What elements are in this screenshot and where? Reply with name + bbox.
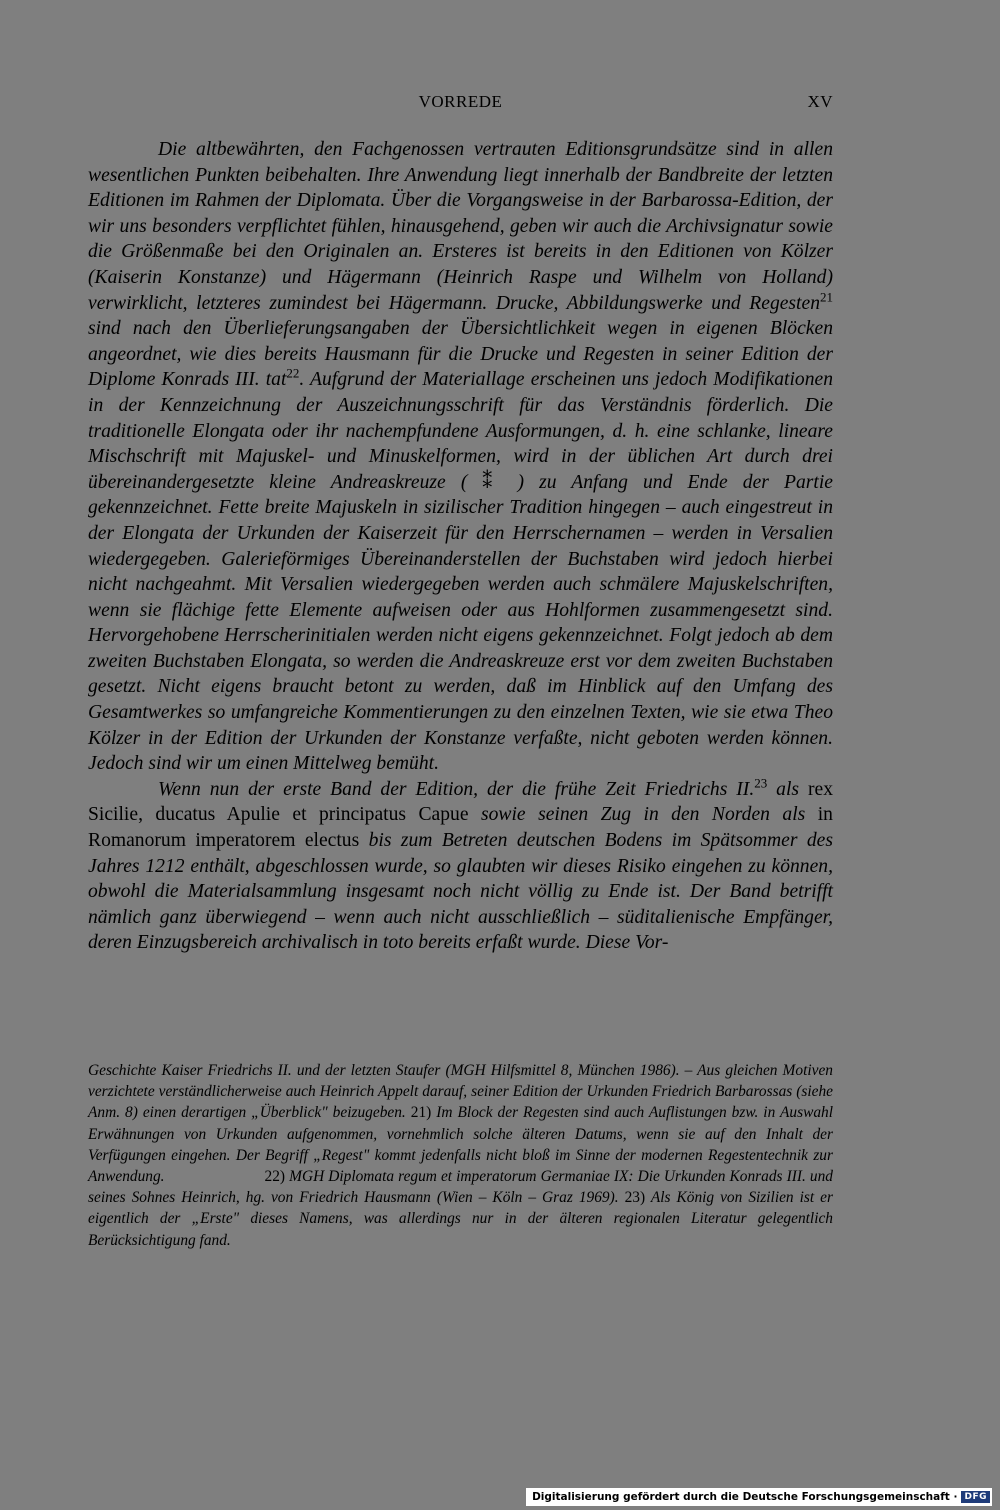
footnote-ref-22[interactable]: 22 (286, 365, 300, 381)
paragraph-text: als (767, 778, 808, 800)
footnote-ref-23[interactable]: 23 (754, 775, 768, 791)
paragraph-text: Die altbewährten, den Fachgenossen vertrauten Editionsgrundsätze sind in allen wesentlichen Punkten beibehalten. Ihre Anwendung liegt innerhalb der Bandbreite der letzten Editionen im Rahmen der Diplomata. Über die Vorgangsweise in der Barbarossa-Edition, der wir uns besonders verpflichtet fühlen, hinausgehend, geben wir auch die Archivsignatur sowie die Größenmaße bei den Originalen an. Ersteres ist bereits in den Editionen von Kölzer (Kaiserin Konstanze) und Hägermann (Heinrich Raspe und Wilhelm von Holland) verwirklicht, letzteres zumindest bei Hägermann. Drucke, Abbildungswerke und Regesten (88, 139, 833, 314)
footnote-text-23: Als König von Sizilien ist er eigentlich der „Erste" dieses Namens, was allerdings nur in der älteren regionalen Literatur gelegentlich Berücksichtigung fand. (88, 1189, 833, 1249)
paragraph-text: bis zum Betreten deutschen Bodens im Spätsommer des Jahres 1212 enthält, abgeschlossen wurde, so glaubten wir dieses Risiko eingehen zu können, obwohl die Materialsammlung insgesamt noch nicht völlig zu Ende ist. Der Band betrifft nämlich ganz überwiegend – wenn auch nicht ausschließlich – süditalienische Empfänger, deren Einzugsbereich archivalisch in toto bereits erfaßt wurde. Diese Vor- (88, 830, 833, 954)
running-head-title: VORREDE (418, 92, 503, 111)
paragraph-text: sowie seinen Zug in den Norden als (468, 804, 818, 826)
footnote-block (88, 1060, 833, 1251)
paragraph-editorial-principles (88, 137, 833, 777)
paragraph-text: . Aufgrund der Materiallage erscheinen uns jedoch Modifikationen in der Kennzeichnung der Auszeichnungsschrift für das Verständnis förderlich. Die traditionelle Elongata oder ihr nachempfundene Ausformungen, d. h. eine schlanke, lineare Mischschrift mit Majuskel- und Minuskelformen, wird in der üblichen Art durch drei übereinandergesetzte kleine Andreaskreuze ( ⁑ ) zu Anfang und Ende der Partie gekennzeichnet. Fette breite Majuskeln in sizilischer Tradition hingegen – auch eingestreut in der Elongata der Urkunden der Kaiserzeit für den Herrschernamen – werden in Versalien wiedergegeben. Galerieförmiges Übereinanderstellen der Buchstaben wird jedoch hierbei nicht nachgeahmt. Mit Versalien wiedergegeben werden auch schmälere Majuskelschriften, wenn sie flächige fette Elemente aufweisen oder aus Hohlformen zusammengesetzt sind. Hervorgehobene Herrscherinitialen werden nicht eigens gekennzeichnet. Folgt jedoch ab dem zweiten Buchstaben Elongata, so werden die Andreaskreuze erst vor dem zweiten Buchstaben gesetzt. Nicht eigens braucht betont zu werden, daß im Hinblick auf den Umfang des Gesamtwerkes so umfangreiche Kommentierungen zu den einzelnen Texten, wie sie etwa Theo Kölzer in der Edition der Urkunden der Konstanze verfaßte, nicht geboten werden können. Jedoch sind wir um einen Mittelweg bemüht. (88, 369, 833, 775)
footnote-number-21: 21) (410, 1104, 432, 1122)
paragraph-text: Wenn nun der erste Band der Edition, der die frühe Zeit Friedrichs II. (158, 778, 755, 800)
latin-quote: in Romanorum imperatorem electus (88, 804, 833, 852)
digitization-credit (526, 1488, 992, 1506)
footnote-text-21: Im Block der Regesten sind auch Auflistungen bzw. in Auswahl Erwähnungen von Urkunden aufgenommen, vornehmlich solche älteren Datums, wenn sie auf den Inhalt der Verfügungen eingehen. Der Begriff „Regest" kommt jedenfalls nicht bloß im Sinne der modernen Regestentechnik zur Anwendung. (88, 1104, 833, 1186)
dfg-logo-icon: DFG (961, 1491, 990, 1503)
footnote-continuation: Geschichte Kaiser Friedrichs II. und der letzten Staufer (MGH Hilfsmittel 8, München 1986). – Aus gleichen Motiven verzichtete verständlicherweise auch Heinrich Appelt darauf, seiner Edition der Urkunden Friedrich Barbarossas (siehe Anm. 8) einen derartigen „Überblick" beizugeben. (88, 1062, 833, 1122)
latin-quote: rex Sicilie, ducatus Apulie et principatus Capue (88, 778, 833, 826)
paragraph-text: sind nach den Überlieferungsangaben der Übersichtlichkeit wegen in eigenen Blöcken angeordnet, wie dies bereits Hausmann für die Drucke und Regesten in seiner Edition der Diplome Konrads III. tat (88, 318, 833, 391)
footnote-ref-21[interactable]: 21 (820, 289, 833, 305)
footnote-number-23: 23) (624, 1189, 646, 1207)
running-head (88, 92, 833, 116)
credit-text: Digitalisierung gefördert durch die Deutsche Forschungsgemeinschaft · (532, 1491, 958, 1503)
footnote-text-22: MGH Diplomata regum et imperatorum Germaniae IX: Die Urkunden Konrads III. und seines Sohnes Heinrich, hg. von Friedrich Hausmann (Wien – Köln – Graz 1969). (88, 1168, 833, 1207)
footnotes (88, 1060, 833, 1251)
body-text (88, 137, 833, 956)
footnote-number-22: 22) (264, 1168, 286, 1186)
paragraph-first-volume (88, 777, 833, 956)
page-number: XV (807, 92, 833, 111)
